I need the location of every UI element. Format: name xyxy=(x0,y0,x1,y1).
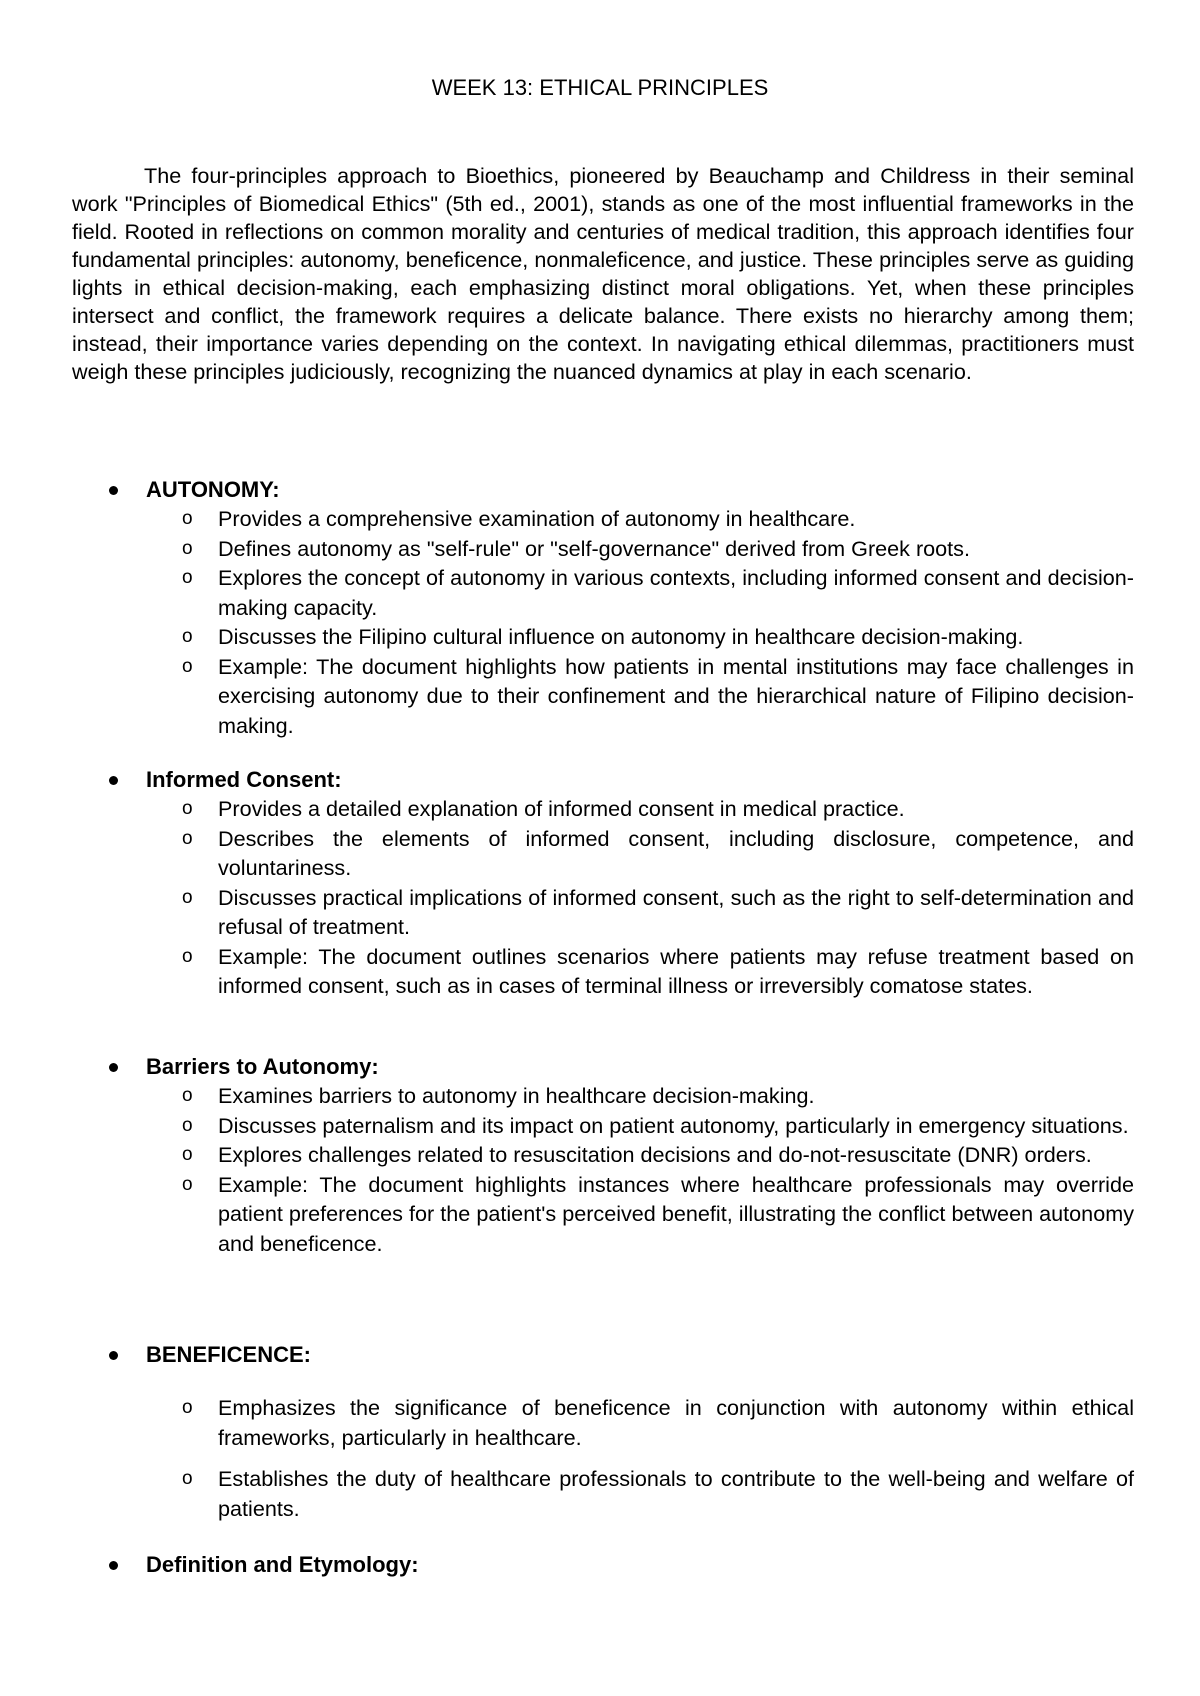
sub-list xyxy=(0,1081,1200,1258)
section-informed-consent xyxy=(0,766,1200,1001)
sub-list xyxy=(0,794,1200,1001)
section-autonomy xyxy=(0,476,1200,740)
list-item: o Provides a detailed explanation of informed consent in medical practice. xyxy=(0,794,1200,824)
sub-list xyxy=(0,504,1200,740)
section-barriers-to-autonomy xyxy=(0,1053,1200,1258)
list-item: o Discusses the Filipino cultural influence on autonomy in healthcare decision-making. xyxy=(0,622,1200,652)
sub-bullet-icon: o xyxy=(182,1085,193,1106)
bullet-dot-icon xyxy=(109,1561,118,1570)
list-item: o Establishes the duty of healthcare professionals to contribute to the well-being and welfare of patients. xyxy=(182,1466,1134,1521)
bullet-heading xyxy=(0,1053,1200,1081)
bullet-heading xyxy=(0,476,1200,504)
section-label: Barriers to Autonomy: xyxy=(146,1054,379,1079)
sub-list xyxy=(0,1393,1200,1523)
bullet-dot-icon xyxy=(109,1063,118,1072)
list-item: o Explores the concept of autonomy in various contexts, including informed consent and decision-making capacity. xyxy=(182,565,1134,620)
sub-bullet-icon: o xyxy=(182,798,193,819)
list-item: o Describes the elements of informed consent, including disclosure, competence, and voluntariness. xyxy=(182,825,1134,880)
bullet-dot-icon xyxy=(109,486,118,495)
intro-paragraph: The four-principles approach to Bioethics, pioneered by Beauchamp and Childress in their seminal work "Principles of Biomedical Ethics" (5th ed., 2001), stands as one of the most influential frameworks in the field. Rooted in reflections on common morality and centuries of medical tradition, this approach identifies four fundamental principles: autonomy, beneficence, nonmaleficence, and justice. These principles serve as guiding lights in ethical decision-making, each emphasizing distinct moral obligations. Yet, when these principles intersect and conflict, the framework requires a delicate balance. There exists no hierarchy among them; instead, their importance varies depending on the context. In navigating ethical dilemmas, practitioners must weigh these principles judiciously, recognizing the nuanced dynamics at play in each scenario. xyxy=(72,163,1134,384)
section-label: Informed Consent: xyxy=(146,767,342,792)
bullet-heading xyxy=(0,1341,1200,1369)
sub-bullet-icon: o xyxy=(182,537,193,559)
sub-bullet-icon: o xyxy=(182,886,193,908)
sub-bullet-icon: o xyxy=(182,1397,193,1418)
list-item: o Example: The document highlights instances where healthcare professionals may override patient preferences for the patient's perceived benefit, illustrating the conflict between autonomy and beneficence. xyxy=(182,1171,1134,1256)
sub-bullet-icon: o xyxy=(182,1144,193,1165)
sub-bullet-icon: o xyxy=(182,1114,193,1136)
section-label: Definition and Etymology: xyxy=(146,1552,419,1577)
sub-bullet-icon: o xyxy=(182,827,193,849)
section-beneficence xyxy=(0,1341,1200,1535)
sub-bullet-icon: o xyxy=(182,626,193,647)
bullet-heading xyxy=(0,766,1200,794)
list-item: o Provides a comprehensive examination of autonomy in healthcare. xyxy=(0,504,1200,534)
section-label: AUTONOMY: xyxy=(146,477,280,502)
list-item: o Example: The document outlines scenarios where patients may refuse treatment based on informed consent, such as in cases of terminal illness or irreversibly comatose states. xyxy=(182,943,1134,998)
list-item: o Emphasizes the significance of beneficence in conjunction with autonomy within ethical frameworks, particularly in healthcare. xyxy=(182,1395,1134,1450)
sub-bullet-icon: o xyxy=(182,945,193,967)
sub-bullet-icon: o xyxy=(182,1173,193,1195)
section-definition-and-etymology xyxy=(0,1551,1200,1579)
sub-bullet-icon: o xyxy=(182,508,193,529)
sub-bullet-icon: o xyxy=(182,655,193,677)
list-item: o Defines autonomy as "self-rule" or "self-governance" derived from Greek roots. xyxy=(0,534,1200,564)
sub-bullet-icon: o xyxy=(182,567,193,588)
bullet-dot-icon xyxy=(109,776,118,785)
list-item: o Discusses paternalism and its impact on patient autonomy, particularly in emergency situations. xyxy=(0,1111,1200,1141)
list-item: o Examines barriers to autonomy in healthcare decision-making. xyxy=(0,1081,1200,1111)
list-item: o Explores challenges related to resuscitation decisions and do-not-resuscitate (DNR) orders. xyxy=(0,1140,1200,1170)
bullet-heading xyxy=(0,1551,1200,1579)
list-item: o Discusses practical implications of informed consent, such as the right to self-determination and refusal of treatment. xyxy=(182,884,1134,939)
page-title: WEEK 13: ETHICAL PRINCIPLES xyxy=(431,75,769,100)
section-label: BENEFICENCE: xyxy=(146,1342,312,1367)
list-item: o Example: The document highlights how patients in mental institutions may face challenges in exercising autonomy due to their confinement and the hierarchical nature of Filipino decision-making. xyxy=(182,653,1134,738)
bullet-dot-icon xyxy=(109,1351,118,1360)
sub-bullet-icon: o xyxy=(182,1468,193,1489)
